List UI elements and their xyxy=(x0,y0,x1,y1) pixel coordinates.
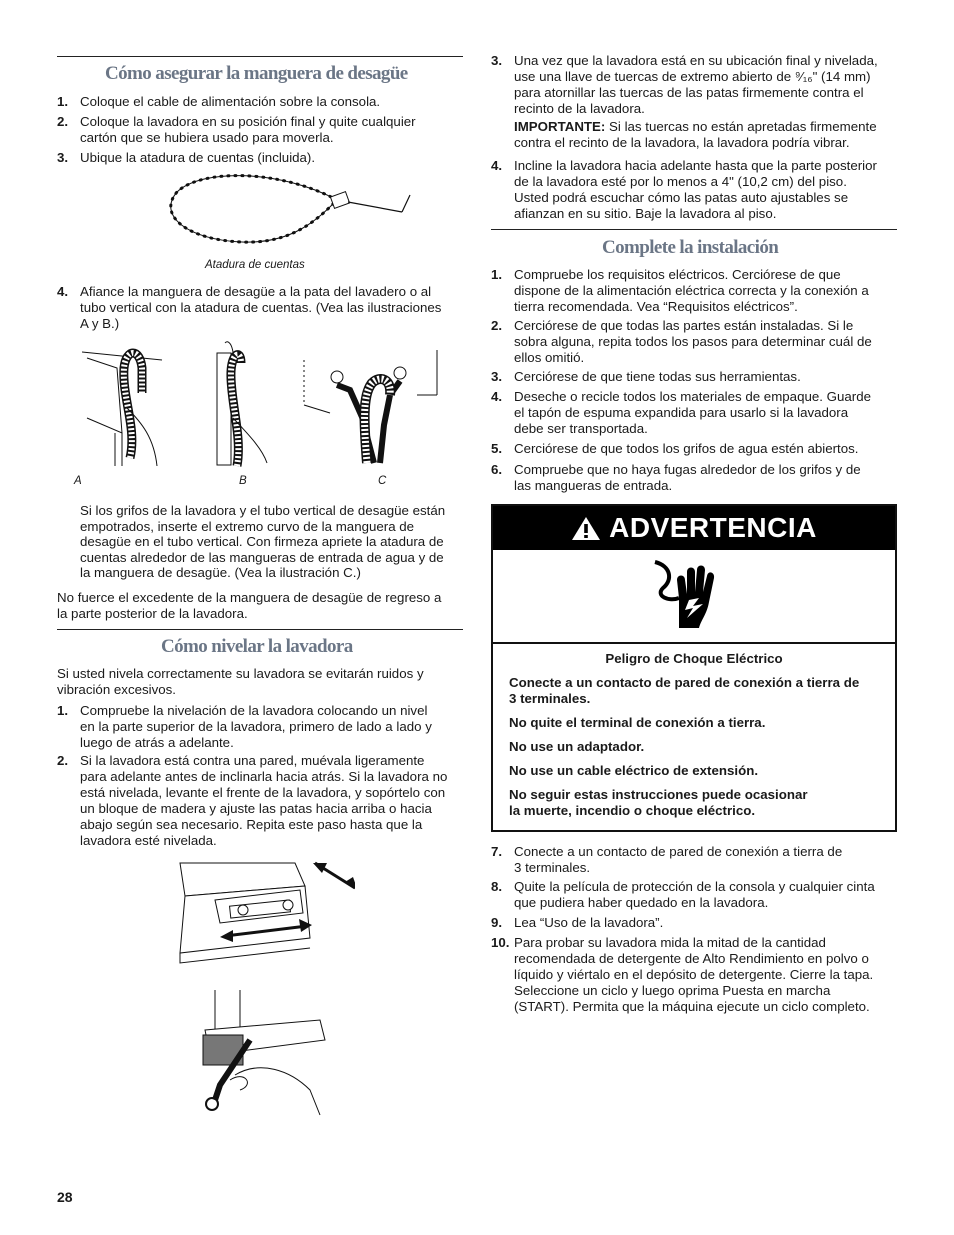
figure-label-a: A xyxy=(74,475,82,487)
warning-line: No seguir estas instrucciones puede ocasionar la muerte, incendio o choque eléctrico. xyxy=(509,787,808,818)
warning-header xyxy=(493,506,895,550)
warning-line: No use un cable eléctrico de extensión. xyxy=(509,763,759,778)
caption-bead-tie: Atadura de cuentas xyxy=(205,259,305,271)
warning-line: No use un adaptador. xyxy=(509,739,645,754)
paragraph-excess-hose: No fuerce el excedente de la manguera de desagüe de regreso a la parte posterior de la lavadora. xyxy=(57,590,442,621)
section-rule xyxy=(57,56,463,57)
section-rule xyxy=(491,229,897,230)
figure-label-c: C xyxy=(378,475,387,487)
important-note: IMPORTANTE: Si las tuercas no están apretadas firmemente contra el recinto de la lavadora, la lavadora podría vibrar. xyxy=(514,119,877,150)
heading-level-washer: Cómo nivelar la lavadora xyxy=(161,636,353,657)
illustration-c xyxy=(302,345,442,470)
section-rule xyxy=(57,629,463,630)
illustration-b xyxy=(207,338,287,468)
electric-shock-hand-icon xyxy=(651,558,721,630)
washer-level-illustration xyxy=(175,858,355,973)
figure-label-b: B xyxy=(239,475,247,487)
heading-complete-installation: Complete la instalación xyxy=(602,237,779,258)
illustration-a xyxy=(82,338,182,468)
important-label: IMPORTANTE: xyxy=(514,119,606,134)
warning-box xyxy=(491,504,897,832)
warning-icon-panel xyxy=(493,550,895,644)
warning-line: No quite el terminal de conexión a tierra. xyxy=(509,715,766,730)
warning-triangle-icon xyxy=(571,515,601,541)
warning-subtitle: Peligro de Choque Eléctrico xyxy=(605,651,783,666)
warning-line: Conecte a un contacto de pared de conexión a tierra de 3 terminales. xyxy=(509,675,860,706)
heading-secure-drain-hose: Cómo asegurar la manguera de desagüe xyxy=(105,63,408,84)
paragraph-level-intro: Si usted nivela correctamente su lavadora se evitarán ruidos y vibración excesivos. xyxy=(57,666,424,697)
paragraph-recessed-faucets: Si los grifos de la lavadora y el tubo vertical de desagüe están empotrados, inserte el extremo curvo de la manguera de desagüe en el tubo vertical. Con firmeza apriete la atadura de cuentas alrededor de las mangueras de entrada de agua y de la manguera de desagüe. (Vea la ilustración C.) xyxy=(80,503,446,581)
wrench-foot-illustration xyxy=(200,990,330,1120)
bead-tie-illustration xyxy=(162,170,422,250)
page-number: 28 xyxy=(57,1189,73,1205)
warning-title: ADVERTENCIA xyxy=(609,512,817,544)
